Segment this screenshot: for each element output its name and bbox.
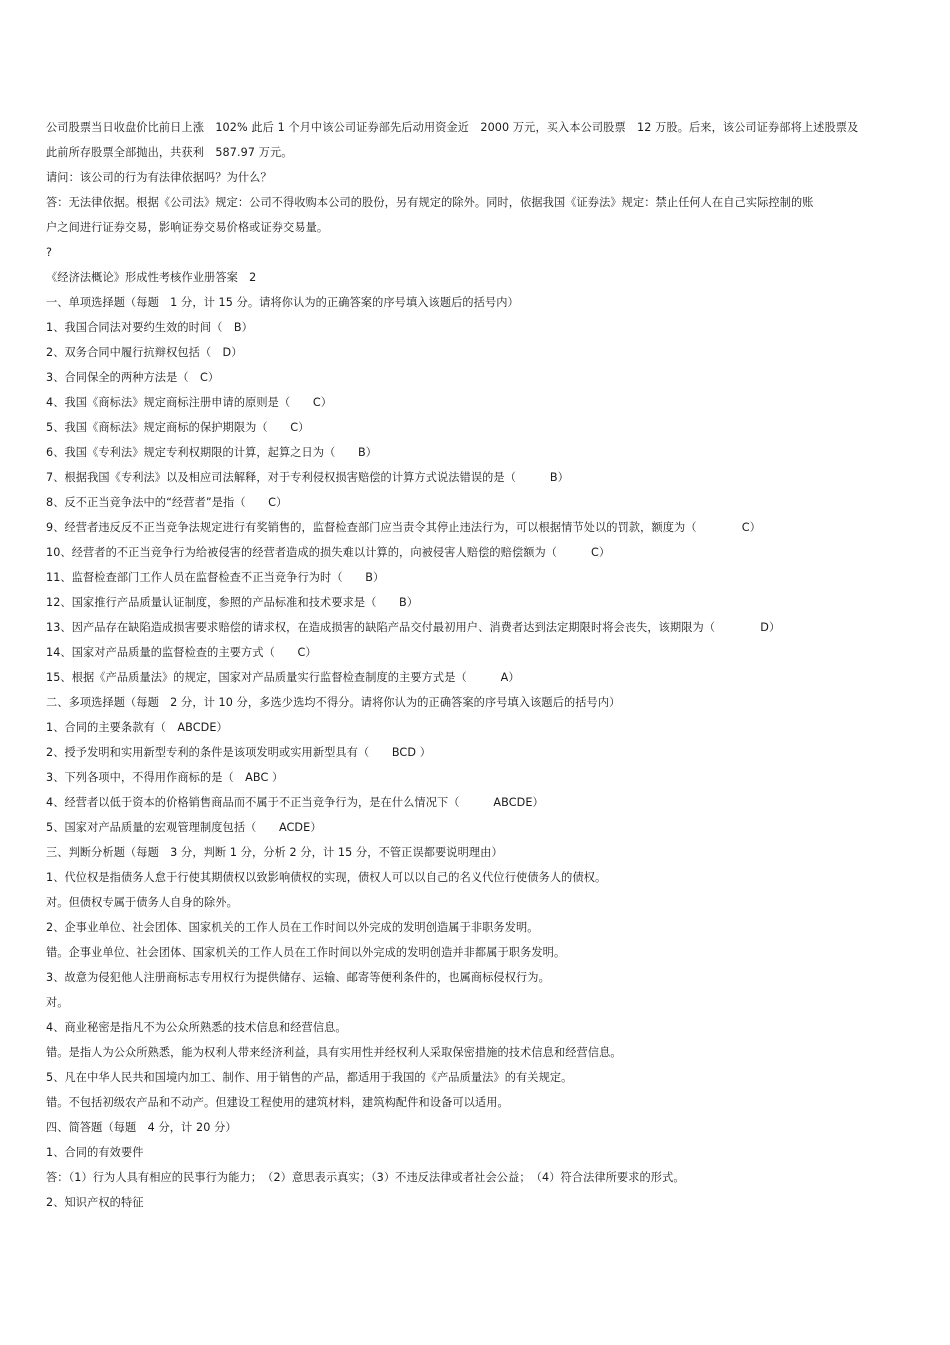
question-item: 4、我国《商标法》规定商标注册申请的原则是（ C）: [46, 396, 333, 409]
text-line: 答：无法律依据。根据《公司法》规定：公司不得收购本公司的股份，另有规定的除外。同时，依据我国《证券法》规定：禁止任何人在自己实际控制的账: [46, 196, 814, 209]
question-item: 1、合同的主要条款有（ ABCDE）: [46, 721, 228, 734]
section-heading: 三、判断分析题（每题 3 分，判断 1 分，分析 2 分，计 15 分，不管正误都要说明理由）: [46, 846, 503, 859]
question-item: 13、因产品存在缺陷造成损害要求赔偿的请求权，在造成损害的缺陷产品交付最初用户、消费者达到法定期限时将会丧失，该期限为（ D）: [46, 621, 781, 634]
answer-text: 错。不包括初级农产品和不动产。但建设工程使用的建筑材料，建筑构配件和设备可以适用。: [46, 1096, 509, 1109]
question-item: 2、知识产权的特征: [46, 1196, 144, 1209]
question-item: 1、合同的有效要件: [46, 1146, 144, 1159]
text-line: 此前所存股票全部抛出，共获利 587.97 万元。: [46, 146, 293, 159]
question-item: 2、双务合同中履行抗辩权包括（ D）: [46, 346, 243, 359]
question-item: 8、反不正当竞争法中的“经营者”是指（ C）: [46, 496, 288, 509]
question-item: 9、经营者违反反不正当竞争法规定进行有奖销售的，监督检查部门应当责令其停止违法行为，可以根据情节处以的罚款，额度为（ C）: [46, 521, 761, 534]
text-line: 户之间进行证券交易，影响证券交易价格或证券交易量。: [46, 221, 329, 234]
answer-text: 错。是指人为公众所熟悉，能为权利人带来经济利益，具有实用性并经权利人采取保密措施的技术信息和经营信息。: [46, 1046, 622, 1059]
section-heading: 一、单项选择题（每题 1 分，计 15 分。请将你认为的正确答案的序号填入该题后的括号内）: [46, 296, 519, 309]
question-item: 2、企事业单位、社会团体、国家机关的工作人员在工作时间以外完成的发明创造属于非职务发明。: [46, 921, 539, 934]
question-item: 10、经营者的不正当竞争行为给被侵害的经营者造成的损失难以计算的，向被侵害人赔偿的赔偿额为（ C）: [46, 546, 611, 559]
question-item: 7、根据我国《专利法》以及相应司法解释，对于专利侵权损害赔偿的计算方式说法错误的是（ B）: [46, 471, 569, 484]
question-item: 3、下列各项中，不得用作商标的是（ ABC ）: [46, 771, 284, 784]
text-line: ?: [46, 246, 53, 259]
answer-text: 错。企事业单位、社会团体、国家机关的工作人员在工作时间以外完成的发明创造并非都属于职务发明。: [46, 946, 566, 959]
question-item: 4、商业秘密是指凡不为公众所熟悉的技术信息和经营信息。: [46, 1021, 347, 1034]
section-title: 《经济法概论》形成性考核作业册答案 2: [46, 271, 257, 284]
section-heading: 四、简答题（每题 4 分，计 20 分）: [46, 1121, 237, 1134]
answer-text: 对。: [46, 996, 69, 1009]
question-item: 3、合同保全的两种方法是（ C）: [46, 371, 220, 384]
section-heading: 二、多项选择题（每题 2 分，计 10 分，多选少选均不得分。请将你认为的正确答案的序号填入该题后的括号内）: [46, 696, 621, 709]
text-line: 请问：该公司的行为有法律依据吗？为什么？: [46, 171, 272, 184]
answer-text: 对。但债权专属于债务人自身的除外。: [46, 896, 238, 909]
text-line: 公司股票当日收盘价比前日上涨 102% 此后 1 个月中该公司证券部先后动用资金近 2000 万元，买入本公司股票 12 万股。后来，该公司证券部将上述股票及: [46, 121, 859, 134]
question-item: 1、我国合同法对要约生效的时间（ B）: [46, 321, 253, 334]
question-item: 5、我国《商标法》规定商标的保护期限为（ C）: [46, 421, 310, 434]
question-item: 5、国家对产品质量的宏观管理制度包括（ ACDE）: [46, 821, 322, 834]
question-item: 2、授予发明和实用新型专利的条件是该项发明或实用新型具有（ BCD ）: [46, 746, 431, 759]
question-item: 5、凡在中华人民共和国境内加工、制作、用于销售的产品，都适用于我国的《产品质量法》的有关规定。: [46, 1071, 573, 1084]
question-item: 14、国家对产品质量的监督检查的主要方式（ C）: [46, 646, 317, 659]
question-item: 12、国家推行产品质量认证制度，参照的产品标准和技术要求是（ B）: [46, 596, 419, 609]
question-item: 3、故意为侵犯他人注册商标志专用权行为提供储存、运输、邮寄等便利条件的，也属商标侵权行为。: [46, 971, 550, 984]
question-item: 1、代位权是指债务人怠于行使其期债权以致影响债权的实现，债权人可以以自己的名义代位行使债务人的债权。: [46, 871, 607, 884]
question-item: 15、根据《产品质量法》的规定，国家对产品质量实行监督检查制度的主要方式是（ A）: [46, 671, 520, 684]
question-item: 6、我国《专利法》规定专利权期限的计算，起算之日为（ B）: [46, 446, 378, 459]
question-item: 11、监督检查部门工作人员在监督检查不正当竞争行为时（ B）: [46, 571, 385, 584]
question-item: 4、经营者以低于资本的价格销售商品而不属于不正当竞争行为，是在什么情况下（ ABCDE）: [46, 796, 544, 809]
answer-text: 答：（1）行为人具有相应的民事行为能力； （2）意思表示真实；（3）不违反法律或者社会公益； （4）符合法律所要求的形式。: [46, 1171, 685, 1184]
